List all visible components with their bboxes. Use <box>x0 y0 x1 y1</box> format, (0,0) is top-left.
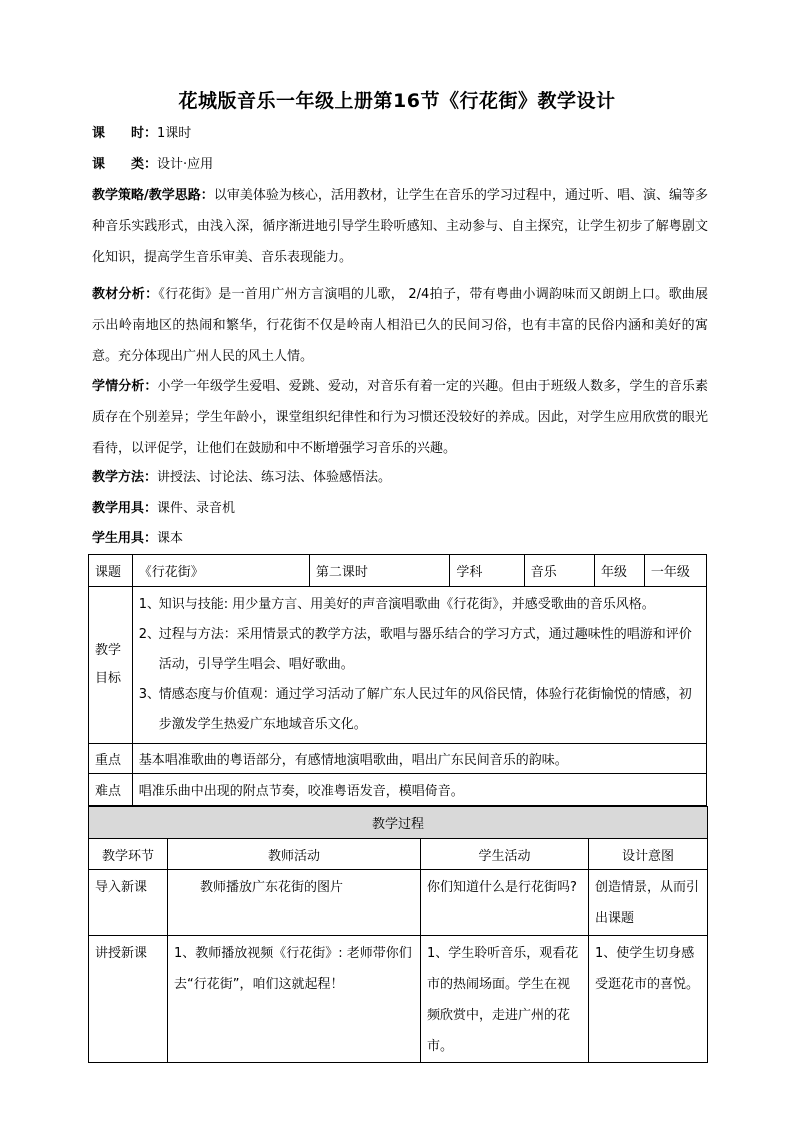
goal-text: 情感态度与价值观：通过学习活动了解广东人民过年的风俗民情，体验行花街愉悦的情感，初步激发学生热爱广东地域音乐文化。 <box>158 687 692 732</box>
subject-value: 音乐 <box>524 555 594 587</box>
goals-row <box>89 587 707 744</box>
material-paragraph <box>92 279 708 372</box>
hours-label: 课 时： <box>92 126 158 141</box>
type-value: 设计·应用 <box>157 157 214 172</box>
hours-value: 1课时 <box>157 126 192 141</box>
process-header: 教学过程 <box>89 807 708 839</box>
process-columns-row <box>89 839 708 870</box>
column-header: 教师活动 <box>168 839 421 870</box>
hours-line <box>92 123 191 145</box>
strategy-text: 以审美体验为核心，活用教材，让学生在音乐的学习过程中，通过听、唱、演、编等多种音乐实践形式，由浅入深，循序渐进地引导学生聆听感知、主动参与、自主探究，让学生初步了解粤剧文化知识，提高学生音乐审美、音乐表现能力。 <box>92 188 708 265</box>
subject-label: 学科 <box>450 555 524 587</box>
student-tools-text: 课本 <box>157 531 184 546</box>
page-title: 花城版音乐一年级上册第16节《行花街》教学设计 <box>178 90 616 112</box>
topic-row <box>89 555 707 587</box>
strategy-paragraph <box>92 180 708 273</box>
goal-item <box>139 680 702 740</box>
student-cell: 你们知道什么是行花街吗? <box>421 870 589 936</box>
column-header: 设计意图 <box>589 839 708 870</box>
column-header: 教学环节 <box>89 839 168 870</box>
method-paragraph <box>92 462 708 493</box>
type-label: 课 类： <box>92 157 158 172</box>
topic-value: 《行花街》 <box>132 555 309 587</box>
teacher-cell: 1、教师播放视频《行花街》: 老师带你们去“行花街”，咱们这就起程！ <box>168 936 421 1063</box>
student-tools-label: 学生用具： <box>92 531 158 546</box>
teacher-cell: 教师播放广东花街的图片 <box>168 870 421 936</box>
key-point-label: 重点 <box>89 744 133 774</box>
goal-text: 知识与技能: 用少量方言、用美好的声音演唱歌曲《行花街》，并感受歌曲的音乐风格。 <box>158 597 655 612</box>
process-header-row <box>89 807 708 839</box>
student-analysis-label: 学情分析： <box>92 379 158 394</box>
teaching-process-table <box>88 806 708 1063</box>
goal-number: 2、 <box>138 627 161 642</box>
stage-cell: 导入新课 <box>89 870 168 936</box>
student-tools-paragraph <box>92 523 708 554</box>
column-header: 学生活动 <box>421 839 589 870</box>
student-analysis-text: 小学一年级学生爱唱、爱跳、爱动，对音乐有着一定的兴趣。但由于班级人数多，学生的音乐素质存在个别差异；学生年龄小，课堂组织纪律性和行为习惯还没较好的养成。因此，对学生应用欣赏的眼光看待，以评促学，让他们在鼓励和中不断增强学习音乐的兴趣。 <box>92 379 708 456</box>
goal-text: 过程与方法：采用情景式的教学方法，歌唱与器乐结合的学习方式，通过趣味性的唱游和评价活动，引导学生唱会、唱好歌曲。 <box>158 627 692 672</box>
tools-paragraph <box>92 493 708 524</box>
goal-item <box>139 620 702 680</box>
tools-label: 教学用具： <box>92 501 158 516</box>
lesson-info-table <box>88 554 707 806</box>
table-row <box>89 870 708 936</box>
difficulty-text: 唱准乐曲中出现的附点节奏，咬准粤语发音，模唱倚音。 <box>132 774 706 806</box>
goal-item <box>139 590 702 620</box>
goal-number: 3、 <box>138 687 161 702</box>
goals-label: 教学目标 <box>89 587 133 744</box>
table-row <box>89 936 708 1063</box>
goals-list <box>132 587 706 744</box>
period-value: 第二课时 <box>309 555 450 587</box>
student-analysis-paragraph <box>92 371 708 464</box>
tools-text: 课件、录音机 <box>157 501 236 516</box>
goal-number: 1、 <box>138 597 161 612</box>
type-line <box>92 154 213 176</box>
method-label: 教学方法： <box>92 470 158 485</box>
grade-label: 年级 <box>594 555 644 587</box>
topic-label: 课题 <box>89 555 133 587</box>
strategy-label: 教学策略/教学思路： <box>92 188 214 203</box>
method-text: 讲授法、讨论法、练习法、体验感悟法。 <box>157 470 392 485</box>
material-text: 《行花街》是一首用广州方言演唱的儿歌， 2/4拍子，带有粤曲小调韵味而又朗朗上口。歌曲展示出岭南地区的热闹和繁华，行花街不仅是岭南人相沿已久的民间习俗，也有丰富的民俗内涵和美好的寓意。充分体现出广州人民的风土人情。 <box>92 287 708 364</box>
key-point-row <box>89 744 707 774</box>
key-point-text: 基本唱准歌曲的粤语部分，有感情地演唱歌曲，唱出广东民间音乐的韵味。 <box>132 744 706 774</box>
intent-cell: 1、使学生切身感受逛花市的喜悦。 <box>589 936 708 1063</box>
difficulty-row <box>89 774 707 806</box>
material-label: 教材分析： <box>92 287 159 302</box>
grade-value: 一年级 <box>644 555 706 587</box>
student-cell: 1、学生聆听音乐，观看花市的热闹场面。学生在视频欣赏中，走进广州的花市。 <box>421 936 589 1063</box>
intent-cell: 创造情景，从而引出课题 <box>589 870 708 936</box>
stage-cell: 讲授新课 <box>89 936 168 1063</box>
difficulty-label: 难点 <box>89 774 133 806</box>
